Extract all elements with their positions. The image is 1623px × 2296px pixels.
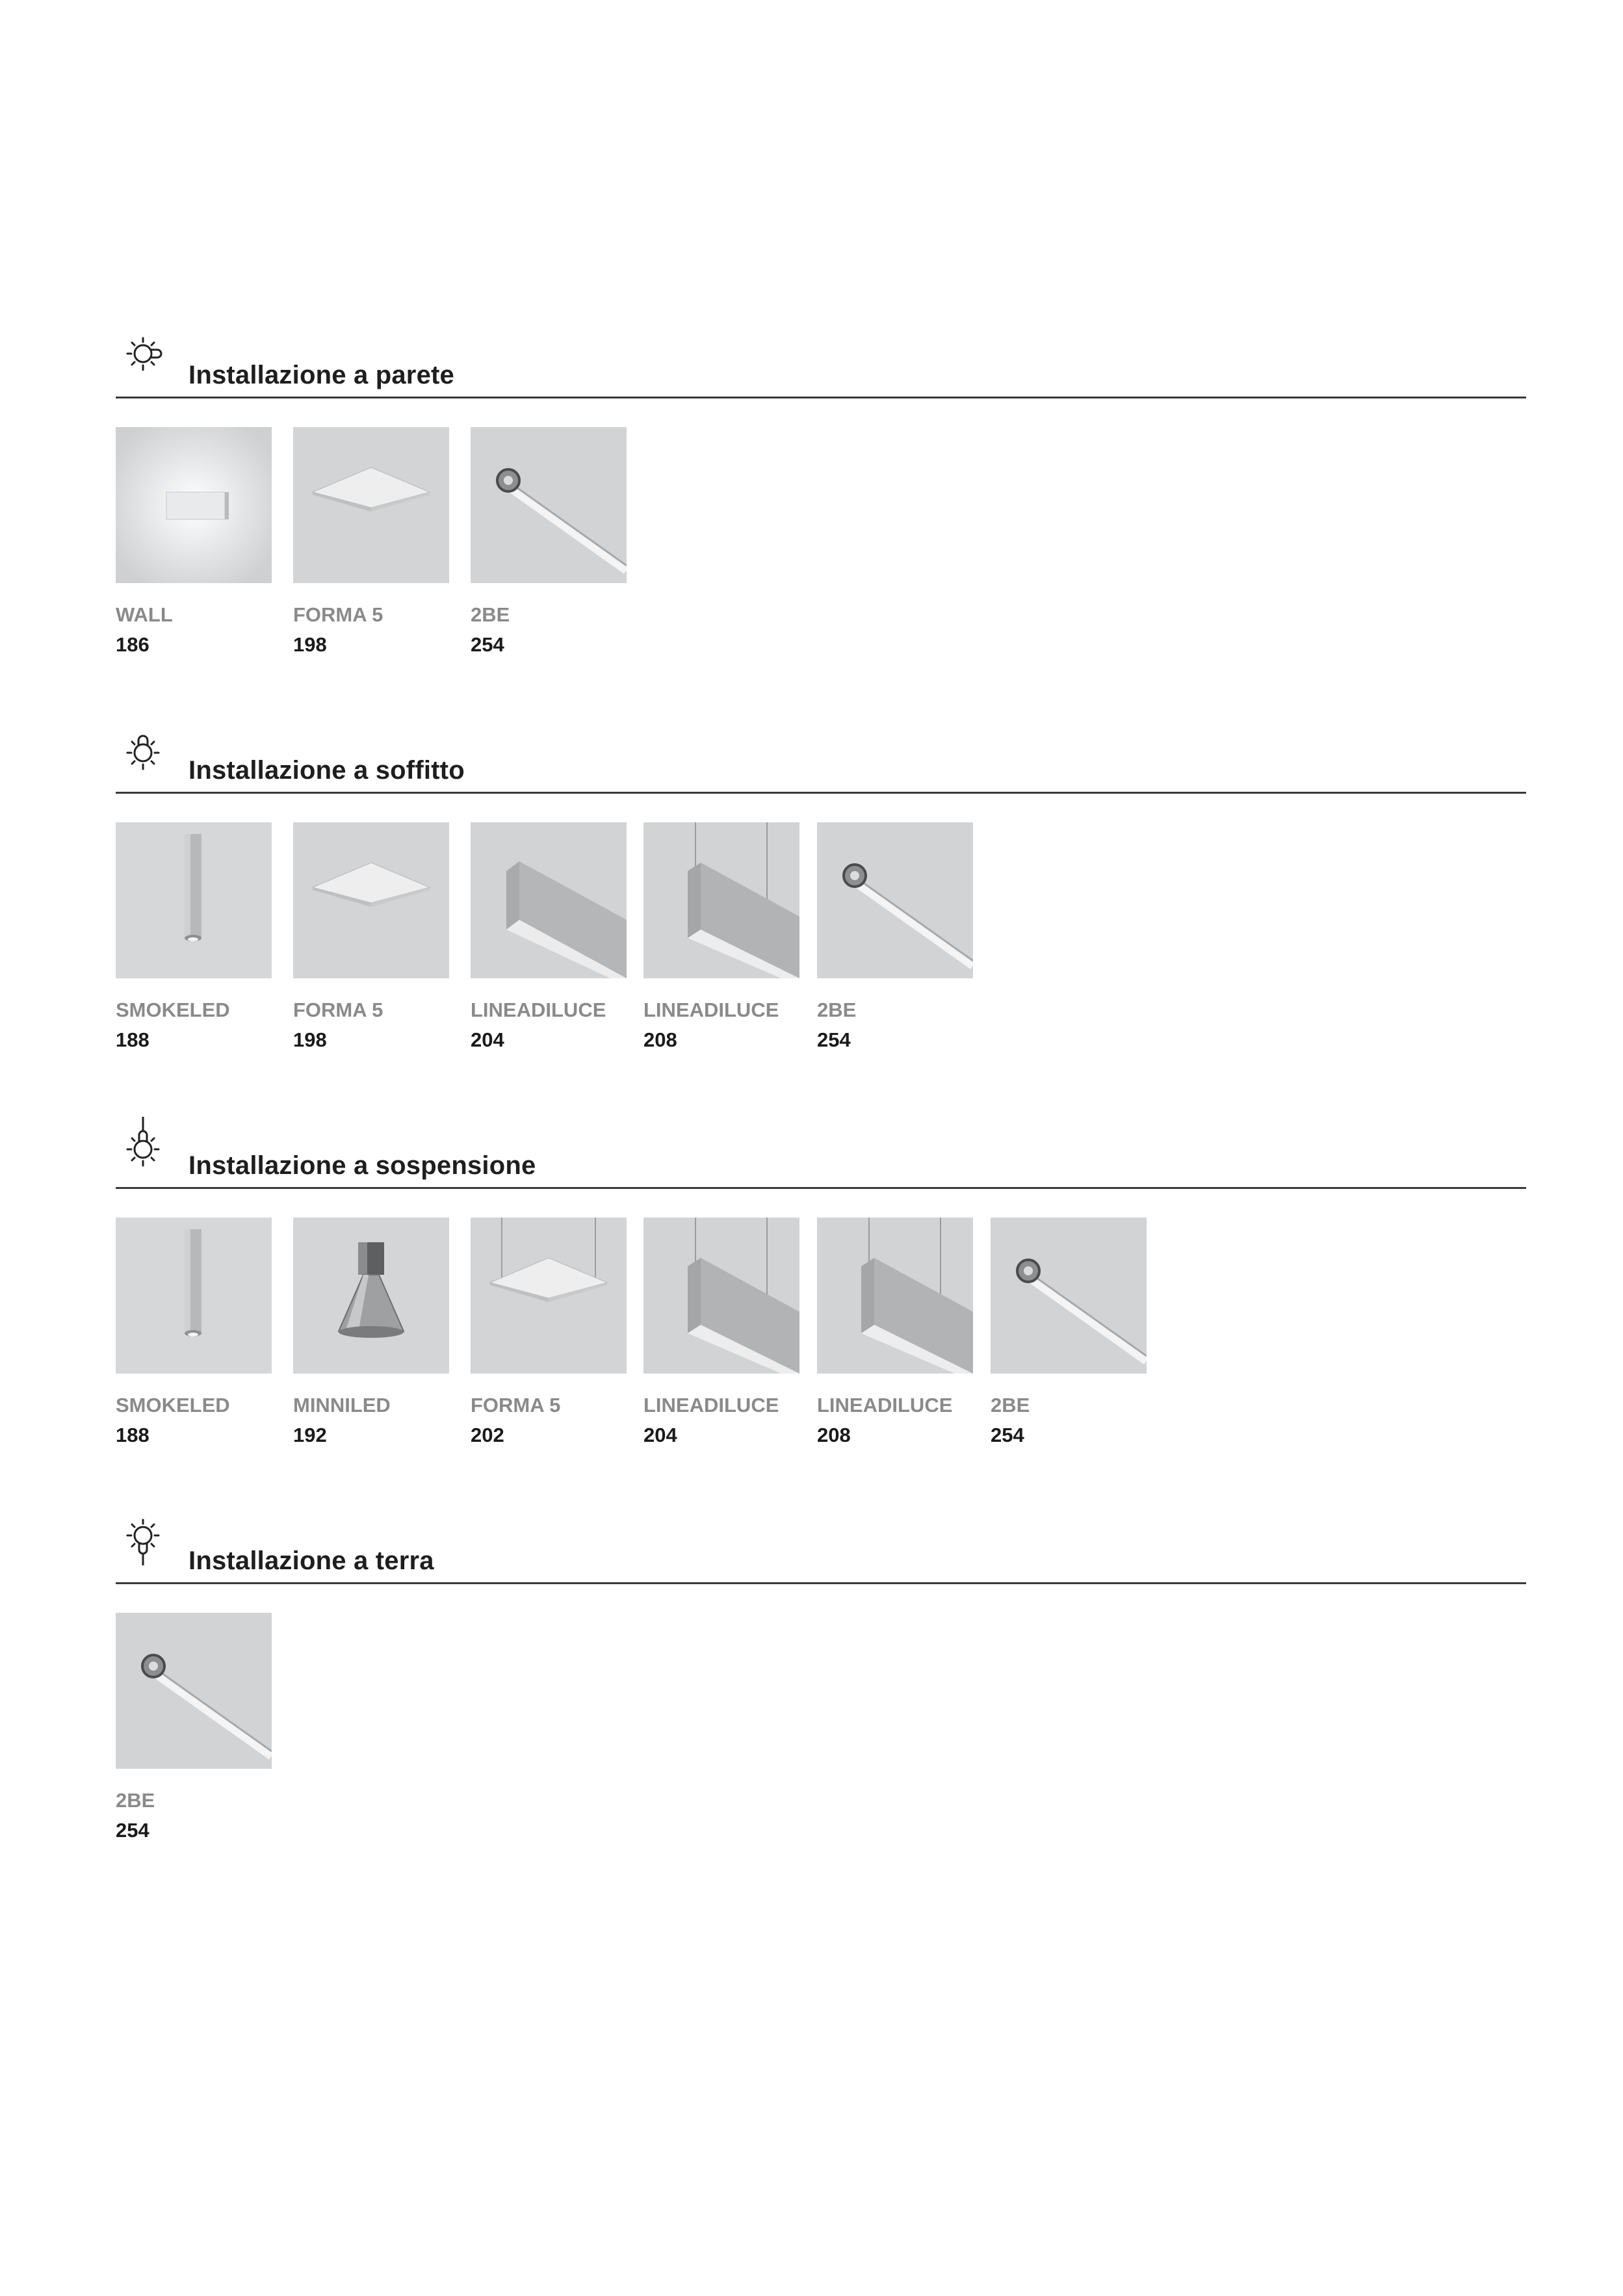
product-name: SMOKELED	[116, 1394, 230, 1416]
product-name: MINNILED	[293, 1394, 391, 1416]
product-card[interactable]	[817, 1218, 973, 1448]
section-suspension	[116, 1115, 1526, 1465]
product-card[interactable]	[116, 427, 272, 657]
linear-profile-suspended-thumbnail	[643, 822, 799, 978]
product-name: 2BE	[116, 1789, 155, 1812]
product-name: FORMA 5	[471, 1394, 561, 1416]
section-header	[116, 1511, 1526, 1584]
product-card[interactable]	[471, 1218, 627, 1448]
product-name: LINEADILUCE	[817, 1394, 953, 1416]
wall-lamp-icon	[117, 326, 170, 380]
product-page: 188	[116, 1028, 149, 1051]
suspension-lamp-icon	[117, 1117, 170, 1170]
section-header	[116, 325, 1526, 398]
product-name: FORMA 5	[293, 998, 383, 1021]
product-name: WALL	[116, 603, 173, 626]
product-page: 188	[116, 1424, 149, 1446]
product-page: 254	[471, 633, 504, 656]
product-page: 254	[116, 1819, 149, 1842]
linear-profile-suspended-thumbnail	[817, 1218, 973, 1374]
section-title: Installazione a parete	[188, 361, 454, 389]
product-page: 198	[293, 633, 327, 656]
product-card[interactable]	[991, 1218, 1147, 1448]
product-page: 204	[643, 1424, 677, 1446]
product-page: 254	[817, 1028, 851, 1051]
product-page: 198	[293, 1028, 327, 1051]
product-card[interactable]	[116, 1218, 272, 1448]
product-card[interactable]	[643, 822, 799, 1052]
product-card[interactable]	[116, 1613, 272, 1843]
square-panel-thumbnail	[293, 822, 449, 978]
product-card[interactable]	[116, 822, 272, 1052]
ceiling-lamp-icon	[117, 722, 170, 775]
linear-profile-suspended-thumbnail	[643, 1218, 799, 1374]
section-title: Installazione a terra	[188, 1546, 434, 1575]
product-page: 192	[293, 1424, 327, 1446]
cylinder-light-thumbnail	[116, 822, 272, 978]
linear-profile-thumbnail	[471, 822, 627, 978]
tube-light-thumbnail	[116, 1613, 272, 1769]
product-page: 208	[643, 1028, 677, 1051]
product-card[interactable]	[293, 822, 449, 1052]
product-page: 208	[817, 1424, 851, 1446]
product-card[interactable]	[293, 427, 449, 657]
product-card[interactable]	[817, 822, 973, 1052]
product-name: LINEADILUCE	[471, 998, 606, 1021]
section-wall	[116, 325, 1526, 674]
product-name: 2BE	[817, 998, 857, 1021]
product-page: 254	[991, 1424, 1024, 1446]
product-name: 2BE	[471, 603, 510, 626]
product-name: LINEADILUCE	[643, 1394, 779, 1416]
section-title: Installazione a soffitto	[188, 756, 465, 785]
bell-pendant-thumbnail	[293, 1218, 449, 1374]
section-ceiling	[116, 720, 1526, 1069]
product-card[interactable]	[471, 427, 627, 657]
tube-light-thumbnail	[817, 822, 973, 978]
product-page: 186	[116, 633, 149, 656]
square-panel-thumbnail	[293, 427, 449, 583]
product-card[interactable]	[471, 822, 627, 1052]
section-header	[116, 1115, 1526, 1189]
product-name: 2BE	[991, 1394, 1030, 1416]
tube-light-thumbnail	[471, 427, 627, 583]
square-panel-suspended-thumbnail	[471, 1218, 627, 1374]
product-card[interactable]	[643, 1218, 799, 1448]
wall-light-thumbnail	[116, 427, 272, 583]
product-card[interactable]	[293, 1218, 449, 1448]
section-floor	[116, 1511, 1526, 1860]
product-name: SMOKELED	[116, 998, 230, 1021]
product-page: 202	[471, 1424, 504, 1446]
product-name: FORMA 5	[293, 603, 383, 626]
section-header	[116, 720, 1526, 794]
product-list	[116, 1218, 1526, 1465]
product-name: LINEADILUCE	[643, 998, 779, 1021]
cylinder-light-thumbnail	[116, 1218, 272, 1374]
product-list	[116, 1613, 1526, 1860]
product-list	[116, 822, 1526, 1069]
product-list	[116, 427, 1526, 674]
tube-light-thumbnail	[991, 1218, 1147, 1374]
section-title: Installazione a sospensione	[188, 1151, 536, 1180]
floor-lamp-icon	[117, 1512, 170, 1565]
product-page: 204	[471, 1028, 504, 1051]
